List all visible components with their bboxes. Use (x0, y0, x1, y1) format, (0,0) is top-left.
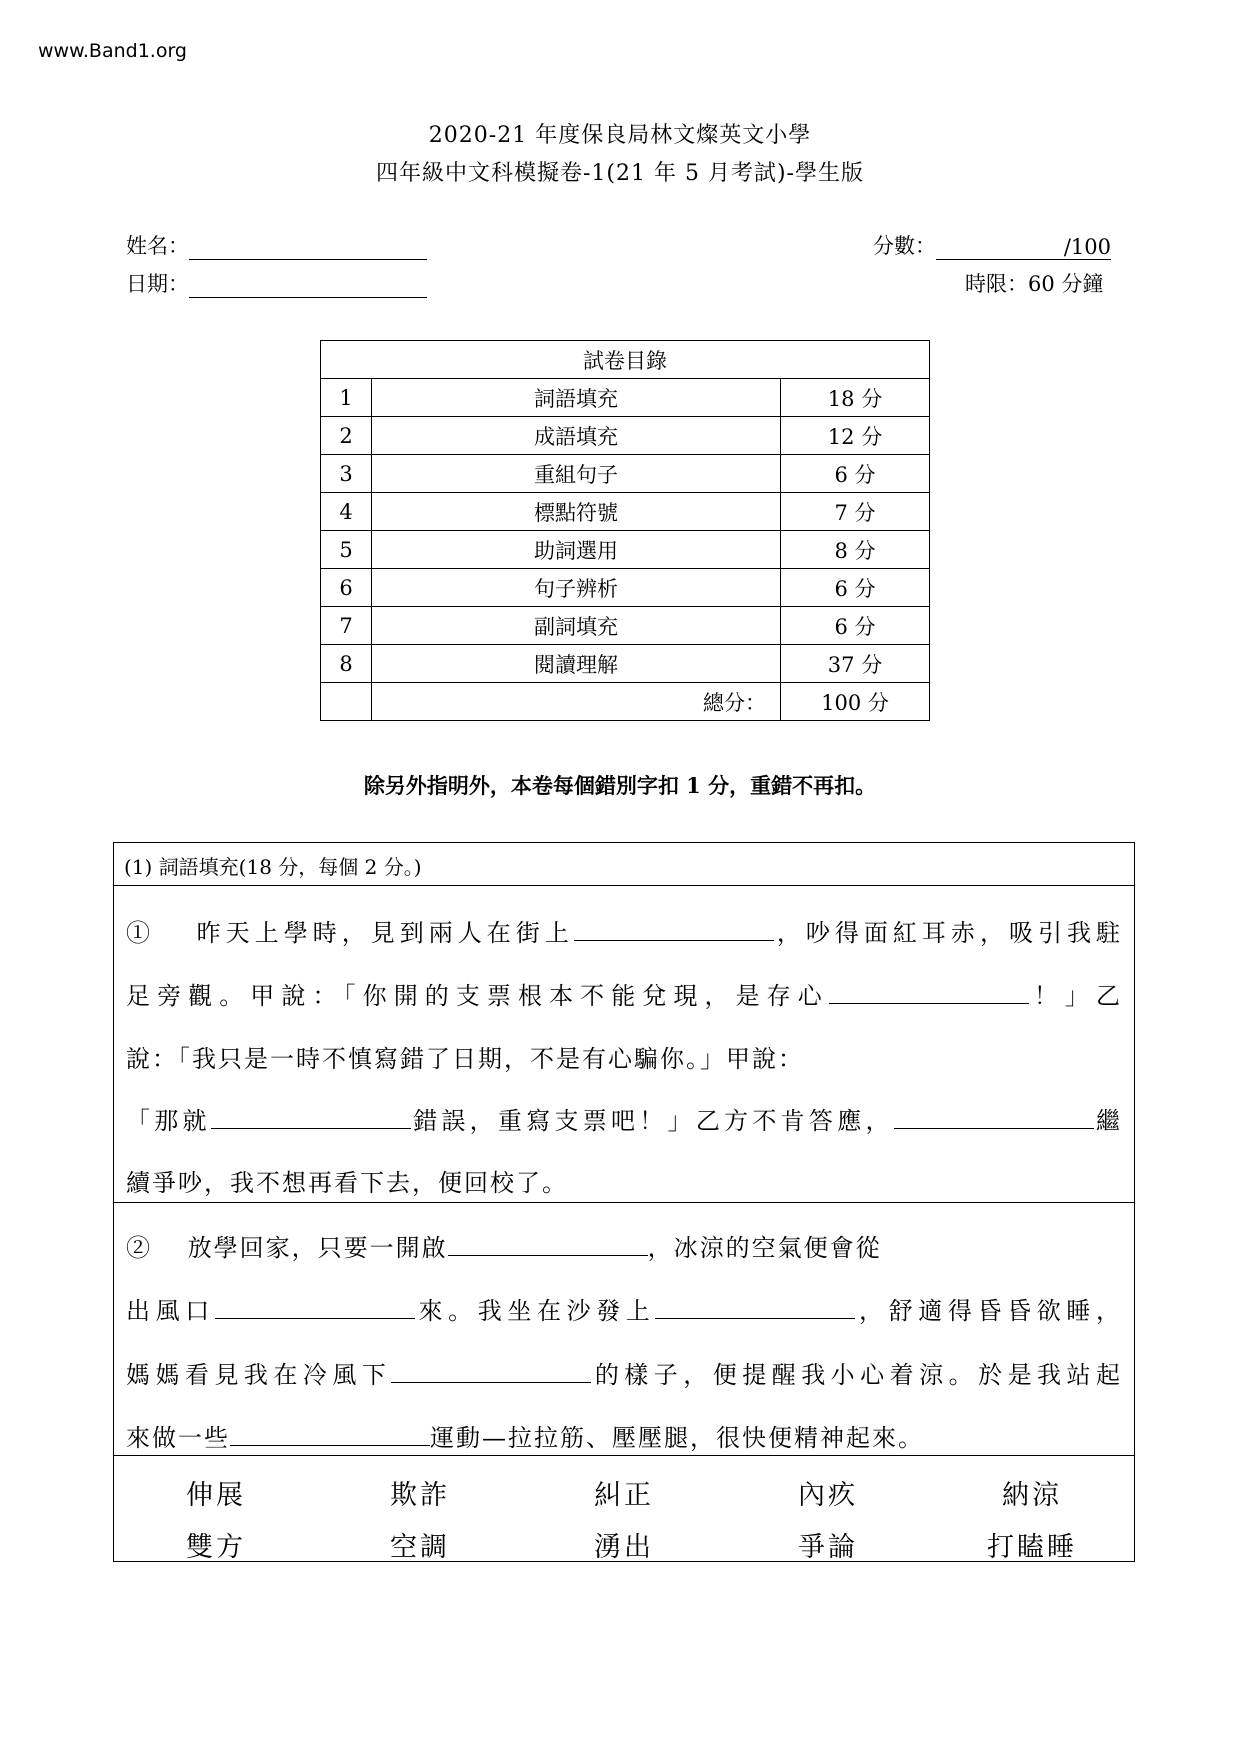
passage-line (126, 1418, 1122, 1453)
toc-row (321, 531, 930, 569)
toc-section: 副詞填充 (372, 607, 781, 645)
toc-number: 7 (321, 607, 372, 645)
passage-line (126, 1355, 1122, 1390)
passage-text: ！」乙 (1028, 982, 1123, 1010)
toc-empty (321, 683, 372, 721)
exam-subtitle: 四年級中文科模擬卷-1(21 年 5 月考試)-學生版 (375, 161, 864, 186)
toc-row (321, 607, 930, 645)
answer-blank[interactable] (215, 1296, 415, 1319)
passage-text: 「那就 (126, 1107, 211, 1135)
passage-line (126, 1228, 1122, 1263)
toc-number: 1 (321, 379, 372, 417)
word-bank-row (114, 1525, 1134, 1564)
toc-marks: 6 分 (781, 607, 930, 645)
school-title: 2020-21 年度保良局林文燦英文小學 (428, 123, 812, 148)
name-label: 姓名： (126, 234, 189, 258)
divider (114, 1455, 1134, 1456)
passage-line (126, 913, 1122, 948)
answer-blank[interactable] (211, 1106, 411, 1129)
passage-text: ，舒適得昏昏欲睡， (855, 1297, 1123, 1325)
divider (114, 885, 1134, 886)
name-input-line[interactable] (189, 235, 427, 260)
toc-row (321, 569, 930, 607)
passage-text: 出風口 (126, 1297, 215, 1325)
passage-text: 足旁觀。甲說：「你開的支票根本不能兌現，是存心 (126, 982, 829, 1010)
toc-number: 3 (321, 455, 372, 493)
toc-section: 成語填充 (372, 417, 781, 455)
toc-number: 4 (321, 493, 372, 531)
word-bank-item: 內疚 (798, 1480, 858, 1511)
toc-section: 句子辨析 (372, 569, 781, 607)
passage-text: 來。我坐在沙發上 (414, 1297, 656, 1325)
toc-total-label: 總分： (372, 683, 781, 721)
score-field (873, 230, 1111, 260)
toc-row (321, 645, 930, 683)
passage-text: 媽媽看見我在冷風下 (126, 1361, 392, 1389)
word-bank-item: 伸展 (186, 1480, 246, 1511)
toc-row (321, 455, 930, 493)
passage-text: ，冰涼的空氣便會從 (647, 1234, 882, 1262)
toc-title: 試卷目錄 (321, 341, 930, 379)
score-input-line[interactable] (936, 235, 1111, 260)
answer-blank[interactable] (448, 1233, 648, 1256)
toc-number: 5 (321, 531, 372, 569)
passage-line (126, 976, 1122, 1011)
answer-blank[interactable] (894, 1106, 1094, 1129)
toc-marks: 8 分 (781, 531, 930, 569)
toc-marks: 7 分 (781, 493, 930, 531)
word-bank-item: 爭論 (798, 1532, 858, 1563)
answer-blank[interactable] (829, 981, 1029, 1004)
toc-row (321, 379, 930, 417)
score-label: 分數： (873, 234, 936, 258)
passage-text: ① 昨天上學時，見到兩人在街上 (126, 919, 574, 947)
word-bank-item: 打瞌睡 (987, 1532, 1077, 1563)
toc-section: 標點符號 (372, 493, 781, 531)
answer-blank[interactable] (391, 1360, 591, 1383)
toc-total: 100 分 (781, 683, 930, 721)
toc-section: 助詞選用 (372, 531, 781, 569)
toc-marks: 12 分 (781, 417, 930, 455)
date-label: 日期： (126, 272, 189, 296)
passage-text: 的樣子，便提醒我小心着涼。於是我站起 (591, 1361, 1123, 1389)
question-1-heading: (1) 詞語填充(18 分，每個 2 分。) (124, 855, 422, 879)
toc-row (321, 493, 930, 531)
passage-text: 錯誤，重寫支票吧！」乙方不肯答應， (410, 1107, 894, 1135)
passage-line (126, 1163, 1122, 1198)
word-bank-item: 湧出 (594, 1532, 654, 1563)
word-bank-item: 納涼 (1002, 1480, 1062, 1511)
answer-blank[interactable] (230, 1423, 430, 1446)
date-field (126, 268, 427, 298)
score-total: /100 (1063, 235, 1111, 259)
word-bank-row (114, 1473, 1134, 1512)
word-bank-item: 雙方 (186, 1532, 246, 1563)
toc-section: 詞語填充 (372, 379, 781, 417)
passage-text: 繼 (1093, 1107, 1123, 1135)
word-bank-item: 欺詐 (390, 1480, 450, 1511)
table-of-contents (320, 340, 930, 721)
passage-text: 運動—拉拉筋、壓壓腿，很快便精神起來。 (430, 1424, 924, 1452)
passage-text: ，吵得面紅耳赤，吸引我駐 (773, 919, 1122, 947)
toc-number: 8 (321, 645, 372, 683)
passage-line (126, 1101, 1122, 1136)
time-limit: 時限：60 分鐘 (965, 272, 1104, 296)
toc-marks: 37 分 (781, 645, 930, 683)
toc-section: 閱讀理解 (372, 645, 781, 683)
name-field (126, 230, 427, 260)
toc-marks: 18 分 (781, 379, 930, 417)
toc-marks: 6 分 (781, 455, 930, 493)
passage-line (126, 1039, 1122, 1074)
date-input-line[interactable] (189, 273, 427, 298)
toc-row (321, 417, 930, 455)
passage-text: 說：「我只是一時不慎寫錯了日期，不是有心騙你。」甲說： (126, 1045, 804, 1073)
question-1-box (113, 842, 1135, 1562)
divider (114, 1202, 1134, 1203)
watermark: www.Band1.org (38, 40, 187, 62)
toc-marks: 6 分 (781, 569, 930, 607)
word-bank-item: 空調 (390, 1532, 450, 1563)
word-bank-item: 糾正 (594, 1480, 654, 1511)
answer-blank[interactable] (655, 1296, 855, 1319)
toc-number: 2 (321, 417, 372, 455)
toc-section: 重組句子 (372, 455, 781, 493)
passage-text: 來做一些 (126, 1424, 230, 1452)
passage-line (126, 1291, 1122, 1326)
passage-text: ② 放學回家，只要一開啟 (126, 1234, 448, 1262)
toc-total-row (321, 683, 930, 721)
answer-blank[interactable] (574, 918, 774, 941)
marking-note: 除另外指明外，本卷每個錯別字扣 1 分，重錯不再扣。 (363, 773, 877, 798)
passage-text: 續爭吵，我不想再看下去，便回校了。 (126, 1169, 568, 1197)
toc-number: 6 (321, 569, 372, 607)
